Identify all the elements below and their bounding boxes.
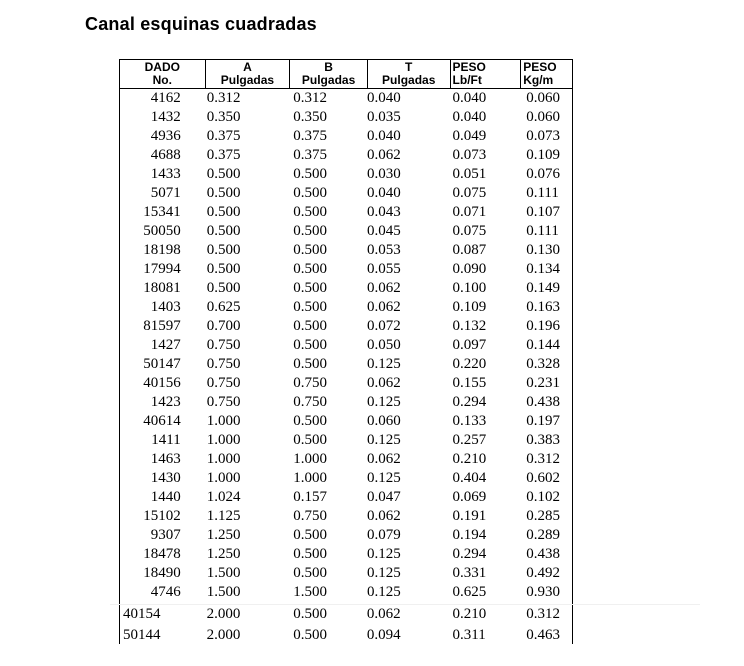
table-row bbox=[120, 146, 572, 165]
cell-peso-kgm: 0.463 bbox=[526, 627, 560, 643]
cell-peso-lbft: 0.132 bbox=[452, 318, 487, 334]
cell-a: 1.024 bbox=[206, 489, 241, 505]
cell-peso-kgm: 0.197 bbox=[526, 413, 560, 429]
cell-t: 0.062 bbox=[366, 280, 401, 296]
cell-peso-kgm: 0.312 bbox=[526, 451, 560, 467]
cell-a: 0.500 bbox=[206, 204, 241, 220]
cell-t: 0.062 bbox=[366, 508, 401, 524]
cell-b: 0.500 bbox=[293, 299, 328, 315]
table-row bbox=[120, 526, 572, 545]
cell-peso-lbft: 0.311 bbox=[452, 627, 486, 643]
cell-peso-kgm: 0.438 bbox=[526, 394, 560, 410]
cell-t: 0.094 bbox=[366, 627, 401, 643]
cell-t: 0.072 bbox=[366, 318, 401, 334]
cell-peso-kgm: 0.602 bbox=[526, 470, 560, 486]
cell-peso-kgm: 0.438 bbox=[526, 546, 560, 562]
cell-b: 0.375 bbox=[293, 128, 328, 144]
table-row bbox=[120, 241, 572, 260]
cell-peso-lbft: 0.294 bbox=[452, 546, 487, 562]
cell-a: 0.500 bbox=[206, 261, 241, 277]
cell-dado: 18198 bbox=[143, 242, 181, 258]
cell-dado: 40154 bbox=[123, 606, 161, 622]
table-row bbox=[120, 108, 572, 127]
cell-a: 0.500 bbox=[206, 166, 241, 182]
cell-dado: 1411 bbox=[151, 432, 181, 448]
cell-peso-kgm: 0.102 bbox=[526, 489, 560, 505]
cell-b: 0.500 bbox=[293, 627, 327, 643]
cell-peso-lbft: 0.040 bbox=[452, 90, 487, 106]
cell-t: 0.047 bbox=[366, 489, 401, 505]
cell-b: 0.375 bbox=[293, 147, 328, 163]
cell-dado: 4936 bbox=[150, 128, 181, 144]
cell-dado: 18478 bbox=[143, 546, 181, 562]
cell-b: 0.500 bbox=[293, 356, 328, 372]
cell-peso-lbft: 0.257 bbox=[452, 432, 487, 448]
cell-a: 0.750 bbox=[206, 356, 241, 372]
cell-peso-lbft: 0.087 bbox=[452, 242, 487, 258]
table-row bbox=[120, 317, 572, 336]
cell-dado: 15102 bbox=[143, 508, 181, 524]
cell-dado: 1432 bbox=[150, 109, 181, 125]
cell-dado: 17994 bbox=[143, 261, 181, 277]
channel-table bbox=[119, 59, 573, 644]
cell-a: 0.750 bbox=[206, 375, 241, 391]
cell-b: 0.500 bbox=[293, 318, 328, 334]
table-row bbox=[120, 488, 572, 507]
cell-dado: 50147 bbox=[143, 356, 181, 372]
cell-t: 0.125 bbox=[366, 356, 401, 372]
cell-peso-lbft: 0.210 bbox=[452, 451, 487, 467]
cell-peso-kgm: 0.492 bbox=[526, 565, 560, 581]
cell-dado: 1430 bbox=[150, 470, 181, 486]
cell-t: 0.040 bbox=[366, 185, 401, 201]
cell-b: 0.750 bbox=[293, 394, 328, 410]
cell-t: 0.125 bbox=[366, 565, 401, 581]
cell-peso-kgm: 0.196 bbox=[526, 318, 560, 334]
cell-b: 0.500 bbox=[293, 546, 328, 562]
table-row bbox=[120, 393, 572, 412]
cell-peso-kgm: 0.111 bbox=[526, 223, 559, 239]
cell-peso-lbft: 0.051 bbox=[452, 166, 487, 182]
cell-a: 1.250 bbox=[206, 546, 241, 562]
cell-peso-lbft: 0.155 bbox=[452, 375, 487, 391]
cell-peso-lbft: 0.133 bbox=[452, 413, 487, 429]
cell-a: 0.625 bbox=[206, 299, 241, 315]
cell-b: 0.500 bbox=[293, 527, 328, 543]
cell-t: 0.125 bbox=[366, 432, 401, 448]
cell-b: 0.500 bbox=[293, 565, 328, 581]
table-row bbox=[120, 89, 572, 108]
cell-b: 1.500 bbox=[293, 584, 328, 600]
cell-dado: 1440 bbox=[150, 489, 181, 505]
cell-peso-kgm: 0.073 bbox=[526, 128, 560, 144]
cell-dado: 1423 bbox=[150, 394, 181, 410]
cell-peso-kgm: 0.130 bbox=[526, 242, 560, 258]
cell-peso-lbft: 0.331 bbox=[452, 565, 487, 581]
cell-dado: 4746 bbox=[150, 584, 181, 600]
cell-peso-kgm: 0.328 bbox=[526, 356, 560, 372]
cell-b: 0.350 bbox=[293, 109, 328, 125]
cell-dado: 1427 bbox=[150, 337, 181, 353]
cell-peso-lbft: 0.294 bbox=[452, 394, 487, 410]
cell-peso-lbft: 0.069 bbox=[452, 489, 487, 505]
table-row bbox=[120, 336, 572, 355]
table-row bbox=[120, 222, 572, 241]
cell-a: 1.125 bbox=[206, 508, 241, 524]
cell-peso-lbft: 0.210 bbox=[452, 606, 487, 622]
header-b: B Pulgadas bbox=[289, 60, 367, 88]
table-body bbox=[119, 89, 573, 644]
cell-a: 1.000 bbox=[206, 413, 241, 429]
cell-dado: 18490 bbox=[143, 565, 181, 581]
cell-peso-lbft: 0.404 bbox=[452, 470, 487, 486]
cell-a: 0.375 bbox=[206, 128, 241, 144]
cell-a: 1.500 bbox=[206, 584, 241, 600]
table-row bbox=[120, 431, 572, 450]
cell-b: 0.750 bbox=[293, 508, 328, 524]
cell-t: 0.030 bbox=[366, 166, 401, 182]
cell-a: 0.500 bbox=[206, 223, 241, 239]
cell-a: 1.000 bbox=[206, 432, 241, 448]
cell-a: 0.375 bbox=[206, 147, 241, 163]
table-row bbox=[120, 450, 572, 469]
cell-b: 0.500 bbox=[293, 432, 328, 448]
cell-dado: 1403 bbox=[150, 299, 181, 315]
cell-t: 0.043 bbox=[366, 204, 401, 220]
cell-peso-kgm: 0.149 bbox=[526, 280, 560, 296]
cell-b: 0.500 bbox=[293, 185, 328, 201]
table-row bbox=[120, 412, 572, 431]
cell-t: 0.062 bbox=[366, 147, 401, 163]
cell-b: 0.750 bbox=[293, 375, 328, 391]
header-a: A Pulgadas bbox=[205, 60, 290, 88]
cell-peso-kgm: 0.285 bbox=[526, 508, 560, 524]
cell-peso-lbft: 0.071 bbox=[452, 204, 487, 220]
header-peso-lbft: PESO Lb/Ft bbox=[450, 60, 521, 88]
cell-peso-lbft: 0.073 bbox=[452, 147, 487, 163]
cell-peso-kgm: 0.060 bbox=[526, 109, 560, 125]
cell-b: 0.500 bbox=[293, 606, 327, 622]
cell-t: 0.045 bbox=[366, 223, 401, 239]
page-title: Canal esquinas cuadradas bbox=[85, 14, 317, 34]
table-row bbox=[120, 545, 572, 564]
table-row bbox=[120, 374, 572, 393]
cell-dado: 40156 bbox=[143, 375, 181, 391]
cell-a: 0.750 bbox=[206, 337, 241, 353]
cell-peso-lbft: 0.090 bbox=[452, 261, 487, 277]
cell-dado: 1433 bbox=[150, 166, 181, 182]
table-row bbox=[120, 165, 572, 184]
table-row bbox=[120, 203, 572, 222]
cell-t: 0.062 bbox=[366, 299, 401, 315]
cell-b: 0.500 bbox=[293, 204, 328, 220]
cell-t: 0.055 bbox=[366, 261, 401, 277]
table-row bbox=[120, 623, 572, 644]
cell-b: 1.000 bbox=[293, 451, 328, 467]
cell-dado: 4162 bbox=[150, 90, 181, 106]
cell-peso-lbft: 0.075 bbox=[452, 223, 487, 239]
cell-b: 0.500 bbox=[293, 166, 328, 182]
cell-a: 0.500 bbox=[206, 280, 241, 296]
cell-peso-lbft: 0.191 bbox=[452, 508, 487, 524]
table-row bbox=[120, 564, 572, 583]
cell-dado: 15341 bbox=[143, 204, 181, 220]
cell-peso-kgm: 0.383 bbox=[526, 432, 560, 448]
table-header-row bbox=[119, 59, 573, 89]
cell-a: 1.000 bbox=[206, 470, 241, 486]
cell-t: 0.040 bbox=[366, 90, 401, 106]
cell-b: 0.500 bbox=[293, 223, 328, 239]
cell-dado: 50144 bbox=[123, 627, 161, 643]
cell-a: 0.750 bbox=[206, 394, 241, 410]
cell-t: 0.062 bbox=[366, 451, 401, 467]
cell-peso-kgm: 0.930 bbox=[526, 584, 560, 600]
cell-t: 0.062 bbox=[366, 606, 401, 622]
cell-peso-kgm: 0.107 bbox=[526, 204, 560, 220]
cell-t: 0.079 bbox=[366, 527, 401, 543]
cell-b: 0.312 bbox=[293, 90, 328, 106]
cell-peso-lbft: 0.040 bbox=[452, 109, 487, 125]
cell-b: 0.500 bbox=[293, 413, 328, 429]
cell-a: 2.000 bbox=[206, 606, 241, 622]
cell-t: 0.035 bbox=[366, 109, 401, 125]
cell-peso-lbft: 0.109 bbox=[452, 299, 487, 315]
table-row bbox=[120, 279, 572, 298]
cell-peso-lbft: 0.220 bbox=[452, 356, 487, 372]
table-row bbox=[120, 602, 572, 623]
cell-peso-kgm: 0.289 bbox=[526, 527, 560, 543]
cell-dado: 1463 bbox=[150, 451, 181, 467]
cell-dado: 18081 bbox=[143, 280, 181, 296]
cell-peso-kgm: 0.060 bbox=[526, 90, 560, 106]
cell-a: 2.000 bbox=[206, 627, 241, 643]
table-row bbox=[120, 355, 572, 374]
cell-peso-lbft: 0.097 bbox=[452, 337, 487, 353]
cell-dado: 40614 bbox=[143, 413, 181, 429]
cell-peso-kgm: 0.134 bbox=[526, 261, 560, 277]
cell-t: 0.125 bbox=[366, 394, 401, 410]
cell-dado: 50050 bbox=[143, 223, 181, 239]
cell-dado: 81597 bbox=[143, 318, 181, 334]
cell-b: 0.500 bbox=[293, 261, 328, 277]
cell-t: 0.040 bbox=[366, 128, 401, 144]
cell-peso-kgm: 0.109 bbox=[526, 147, 560, 163]
cell-t: 0.062 bbox=[366, 375, 401, 391]
cell-peso-kgm: 0.312 bbox=[526, 606, 560, 622]
header-t: T Pulgadas bbox=[367, 60, 450, 88]
cell-peso-kgm: 0.111 bbox=[526, 185, 559, 201]
cell-a: 0.500 bbox=[206, 185, 241, 201]
cell-b: 0.157 bbox=[293, 489, 328, 505]
cell-a: 1.500 bbox=[206, 565, 241, 581]
cell-t: 0.050 bbox=[366, 337, 401, 353]
cell-a: 1.250 bbox=[206, 527, 241, 543]
cell-peso-lbft: 0.625 bbox=[452, 584, 487, 600]
cell-t: 0.060 bbox=[366, 413, 401, 429]
cell-peso-lbft: 0.049 bbox=[452, 128, 487, 144]
header-peso-kgm: PESO Kg/m bbox=[520, 60, 572, 88]
cell-t: 0.125 bbox=[366, 546, 401, 562]
cell-a: 0.312 bbox=[206, 90, 241, 106]
cell-b: 0.500 bbox=[293, 280, 328, 296]
cell-b: 1.000 bbox=[293, 470, 328, 486]
cell-peso-kgm: 0.144 bbox=[526, 337, 560, 353]
cell-peso-kgm: 0.163 bbox=[526, 299, 560, 315]
table-row bbox=[120, 469, 572, 488]
table-row bbox=[120, 298, 572, 317]
table-row bbox=[120, 583, 572, 602]
cell-b: 0.500 bbox=[293, 337, 328, 353]
cell-dado: 9307 bbox=[150, 527, 181, 543]
cell-peso-kgm: 0.076 bbox=[526, 166, 560, 182]
table-row bbox=[120, 127, 572, 146]
cell-t: 0.125 bbox=[366, 470, 401, 486]
cell-peso-lbft: 0.075 bbox=[452, 185, 487, 201]
cell-dado: 4688 bbox=[150, 147, 181, 163]
table-row bbox=[120, 507, 572, 526]
cell-peso-kgm: 0.231 bbox=[526, 375, 560, 391]
cell-t: 0.125 bbox=[366, 584, 401, 600]
cell-a: 1.000 bbox=[206, 451, 241, 467]
cell-a: 0.350 bbox=[206, 109, 241, 125]
cell-peso-lbft: 0.100 bbox=[452, 280, 487, 296]
cell-peso-lbft: 0.194 bbox=[452, 527, 487, 543]
table-row bbox=[120, 260, 572, 279]
divider bbox=[110, 604, 700, 605]
cell-t: 0.053 bbox=[366, 242, 401, 258]
cell-dado: 5071 bbox=[150, 185, 181, 201]
header-dado: DADO No. bbox=[144, 60, 180, 87]
cell-a: 0.500 bbox=[206, 242, 241, 258]
cell-a: 0.700 bbox=[206, 318, 241, 334]
table-row bbox=[120, 184, 572, 203]
cell-b: 0.500 bbox=[293, 242, 328, 258]
